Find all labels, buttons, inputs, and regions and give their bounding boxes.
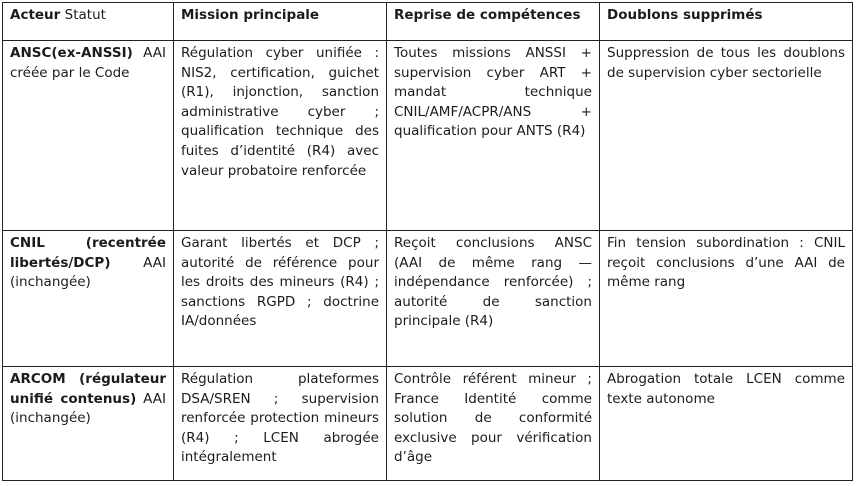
- actor-status-cell: [3, 367, 174, 481]
- mission-cell: Régulation cyber unifiée : NIS2, certification, guichet (R1), injonction, sanction administrative cyber ; qualification technique des fuites d’identité (R4) avec valeur probatoire renforcée: [174, 41, 387, 231]
- actor-status: AAI créée par le Code: [10, 45, 166, 81]
- doublons-cell: Fin tension subordination : CNIL reçoit conclusions d’une AAI de même rang: [600, 231, 853, 367]
- table-header: [3, 3, 853, 41]
- table-row: [3, 367, 853, 481]
- header-actor-status: [3, 3, 174, 41]
- doublons-cell: Abrogation totale LCEN comme texte autonome: [600, 367, 853, 481]
- actor-status-cell: [3, 231, 174, 367]
- header-status-label: Statut: [60, 7, 106, 23]
- header-mission: Mission principale: [174, 3, 387, 41]
- reprise-cell: Toutes missions ANSSI + supervision cyber ART + mandat technique CNIL/AMF/ACPR/ANS + qualification pour ANTS (R4): [387, 41, 600, 231]
- actor-status-cell: [3, 41, 174, 231]
- actor-name: ANSC(ex-ANSSI): [10, 45, 133, 61]
- actor-status: AAI (inchangée): [10, 254, 166, 291]
- doublons-cell: Suppression de tous les doublons de supervision cyber sectorielle: [600, 41, 853, 231]
- actor-name: ARCOM (régulateur unifié contenus): [10, 371, 166, 407]
- mission-cell: Régulation plateformes DSA/SREN ; supervision renforcée protection mineurs (R4) ; LCEN abrogée intégralement: [174, 367, 387, 481]
- reprise-cell: Reçoit conclusions ANSC (AAI de même rang — indépendance renforcée) ; autorité de sanction principale (R4): [387, 231, 600, 367]
- header-actor-label: Acteur: [10, 7, 61, 23]
- table-row: [3, 41, 853, 231]
- table-row: [3, 231, 853, 367]
- header-reprise: Reprise de compétences: [387, 3, 600, 41]
- header-doublons: Doublons supprimés: [600, 3, 853, 41]
- reprise-cell: Contrôle référent mineur ; France Identité comme solution de conformité exclusive pour vérification d’âge: [387, 367, 600, 481]
- actor-name: CNIL (recentrée libertés/DCP): [10, 235, 166, 271]
- actors-table: [2, 2, 853, 481]
- actor-status: AAI (inchangée): [10, 390, 167, 427]
- header-row: [3, 3, 853, 41]
- table-body: [3, 41, 853, 481]
- mission-cell: Garant libertés et DCP ; autorité de référence pour les droits des mineurs (R4) ; sanctions RGPD ; doctrine IA/données: [174, 231, 387, 367]
